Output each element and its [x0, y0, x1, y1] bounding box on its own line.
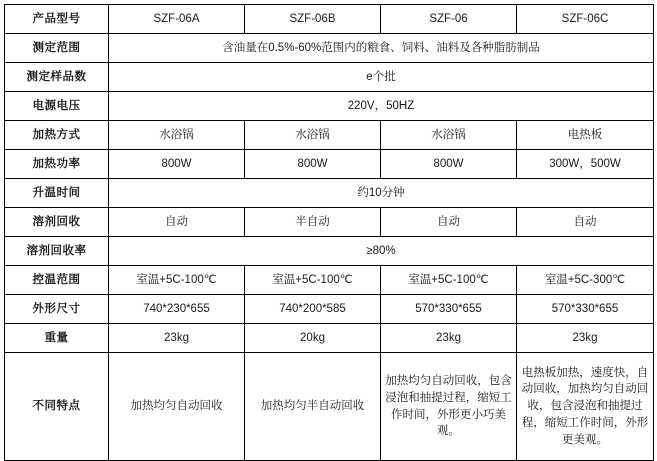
cell-solvent-recovery-c: 自动 [381, 208, 517, 237]
row-label-heating-method: 加热方式 [5, 121, 109, 150]
cell-solvent-recovery-b: 半自动 [245, 208, 381, 237]
row-label-weight: 重量 [5, 324, 109, 353]
cell-solvent-recovery-d: 自动 [517, 208, 654, 237]
cell-heating-power-c: 800W [381, 150, 517, 179]
table-row [5, 266, 654, 295]
row-label-solvent-recovery: 溶剂回收 [5, 208, 109, 237]
table-row [5, 34, 654, 63]
cell-weight-d: 23kg [517, 324, 654, 353]
cell-features-a: 加热均匀自动回收 [109, 353, 245, 461]
row-label-sample-count: 测定样品数 [5, 63, 109, 92]
cell-recovery-rate: ≥80% [109, 237, 654, 266]
cell-model-d: SZF-06C [517, 5, 654, 34]
table-row [5, 353, 654, 461]
cell-heating-power-d: 300W，500W [517, 150, 654, 179]
cell-weight-b: 20kg [245, 324, 381, 353]
cell-temp-control-d: 室温+5C-300℃ [517, 266, 654, 295]
cell-dimensions-c: 570*330*655 [381, 295, 517, 324]
table-row [5, 179, 654, 208]
cell-dimensions-d: 570*330*655 [517, 295, 654, 324]
cell-model-c: SZF-06 [381, 5, 517, 34]
row-label-measure-range: 测定范围 [5, 34, 109, 63]
cell-features-d: 电热板加热，速度快，自动回收，加热均匀自动回收，包含浸泡和抽提过程，缩短工作时间，外形更美观。 [517, 353, 654, 461]
table-row [5, 5, 654, 34]
cell-heating-method-d: 电热板 [517, 121, 654, 150]
table-row [5, 324, 654, 353]
cell-dimensions-b: 740*200*585 [245, 295, 381, 324]
cell-temp-control-b: 室温+5C-100℃ [245, 266, 381, 295]
row-label-heating-power: 加热功率 [5, 150, 109, 179]
row-label-dimensions: 外形尺寸 [5, 295, 109, 324]
row-label-voltage: 电源电压 [5, 92, 109, 121]
cell-heating-method-c: 水浴锅 [381, 121, 517, 150]
table-row [5, 150, 654, 179]
cell-features-b: 加热均匀半自动回收 [245, 353, 381, 461]
product-spec-table [4, 4, 654, 461]
row-label-recovery-rate: 溶剂回收率 [5, 237, 109, 266]
cell-heating-time: 约10分钟 [109, 179, 654, 208]
cell-heating-power-b: 800W [245, 150, 381, 179]
table-row [5, 295, 654, 324]
cell-features-c: 加热均匀自动回收，包含浸泡和抽提过程，缩短工作时间，外形更小巧美观。 [381, 353, 517, 461]
table-row [5, 121, 654, 150]
cell-weight-c: 23kg [381, 324, 517, 353]
cell-measure-range: 含油量在0.5%-60%范围内的粮食、饲料、油料及各种脂肪制品 [109, 34, 654, 63]
table-row [5, 63, 654, 92]
cell-temp-control-c: 室温+5C-100℃ [381, 266, 517, 295]
cell-model-b: SZF-06B [245, 5, 381, 34]
cell-sample-count: e个批 [109, 63, 654, 92]
cell-dimensions-a: 740*230*655 [109, 295, 245, 324]
table-row [5, 208, 654, 237]
cell-heating-power-a: 800W [109, 150, 245, 179]
cell-solvent-recovery-a: 自动 [109, 208, 245, 237]
cell-temp-control-a: 室温+5C-100℃ [109, 266, 245, 295]
row-label-heating-time: 升温时间 [5, 179, 109, 208]
row-label-model: 产品型号 [5, 5, 109, 34]
cell-model-a: SZF-06A [109, 5, 245, 34]
row-label-temp-control: 控温范围 [5, 266, 109, 295]
cell-heating-method-a: 水浴锅 [109, 121, 245, 150]
row-label-features: 不同特点 [5, 353, 109, 461]
cell-heating-method-b: 水浴锅 [245, 121, 381, 150]
cell-voltage: 220V，50HZ [109, 92, 654, 121]
cell-weight-a: 23kg [109, 324, 245, 353]
table-row [5, 237, 654, 266]
table-row [5, 92, 654, 121]
